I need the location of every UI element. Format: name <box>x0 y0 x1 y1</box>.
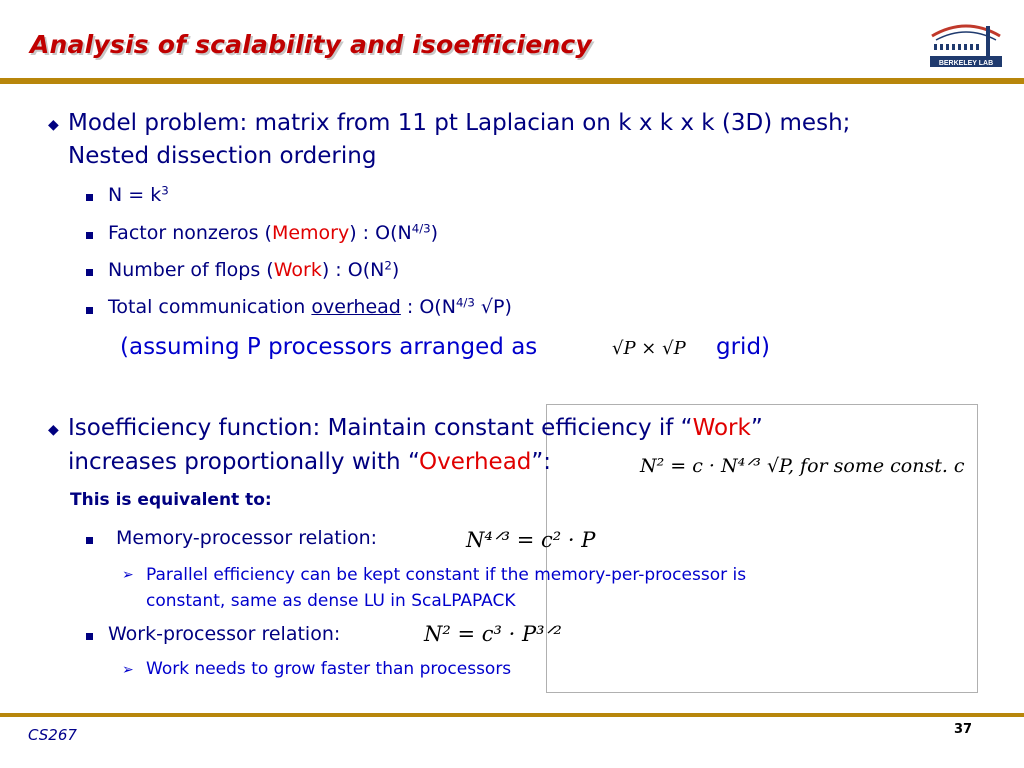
memory-processor-formula: N⁴ᐟ³ = c² · P <box>466 528 596 552</box>
assumption-text: (assuming P processors arranged as <box>120 334 538 360</box>
bullet-isoefficiency-line2: increases proportionally with “Overhead”: <box>68 449 552 475</box>
bullet-model-problem-line1: Model problem: matrix from 11 pt Laplacian on k x k x k (3D) mesh; <box>68 110 851 136</box>
square-bullet-icon <box>86 232 93 239</box>
bullet-model-problem-line2: Nested dissection ordering <box>68 143 377 169</box>
square-bullet-icon <box>86 307 93 314</box>
arrow-bullet-icon: ➢ <box>122 567 134 583</box>
bullet-isoefficiency-line1: Isoefficiency function: Maintain constant efficiency if “Work” <box>68 415 763 441</box>
isoefficiency-formula: N² = c · N⁴ᐟ³ √P, for some const. c <box>640 455 965 477</box>
grid-formula: √P × √P <box>612 338 686 359</box>
berkeley-lab-logo <box>926 12 1006 72</box>
slide-title: Analysis of scalability and isoefficiency <box>30 30 592 59</box>
footer-course: CS267 <box>28 726 77 744</box>
arrow-bullet-icon: ➢ <box>122 662 134 678</box>
sub-bullet-communication: Total communication overhead : $O(N^{4/3}$ √P) <box>108 295 512 318</box>
assumption-grid-text: grid) <box>716 334 771 360</box>
formula-frame <box>546 404 978 693</box>
work-note: Work needs to grow faster than processors <box>146 659 512 679</box>
sub-bullet-n-eq: $N = k^3$ <box>108 183 169 206</box>
square-bullet-icon <box>86 194 93 201</box>
memory-note-line2: constant, same as dense LU in ScaLPAPACK <box>146 591 516 611</box>
memory-note-line1: Parallel efficiency can be kept constant if the memory-per-processor is <box>146 565 747 585</box>
diamond-bullet-icon: ◆ <box>48 117 59 133</box>
square-bullet-icon <box>86 633 93 640</box>
square-bullet-icon <box>86 537 93 544</box>
work-processor-label: Work-processor relation: <box>108 623 341 645</box>
footer-divider <box>0 713 1024 717</box>
square-bullet-icon <box>86 269 93 276</box>
diamond-bullet-icon: ◆ <box>48 422 59 438</box>
memory-processor-label: Memory-processor relation: <box>116 527 378 549</box>
sub-bullet-flops: Number of flops (Work) : $O(N^2)$ <box>108 258 400 281</box>
equivalent-label: This is equivalent to: <box>70 490 272 510</box>
work-processor-formula: N² = c³ · P³ᐟ² <box>424 622 562 646</box>
title-divider <box>0 78 1024 84</box>
page-number: 37 <box>954 722 973 737</box>
sub-bullet-factor-nonzeros: Factor nonzeros (Memory) : $O(N^{4/3})$ <box>108 221 439 244</box>
logo-text: BERKELEY LAB <box>938 60 994 67</box>
